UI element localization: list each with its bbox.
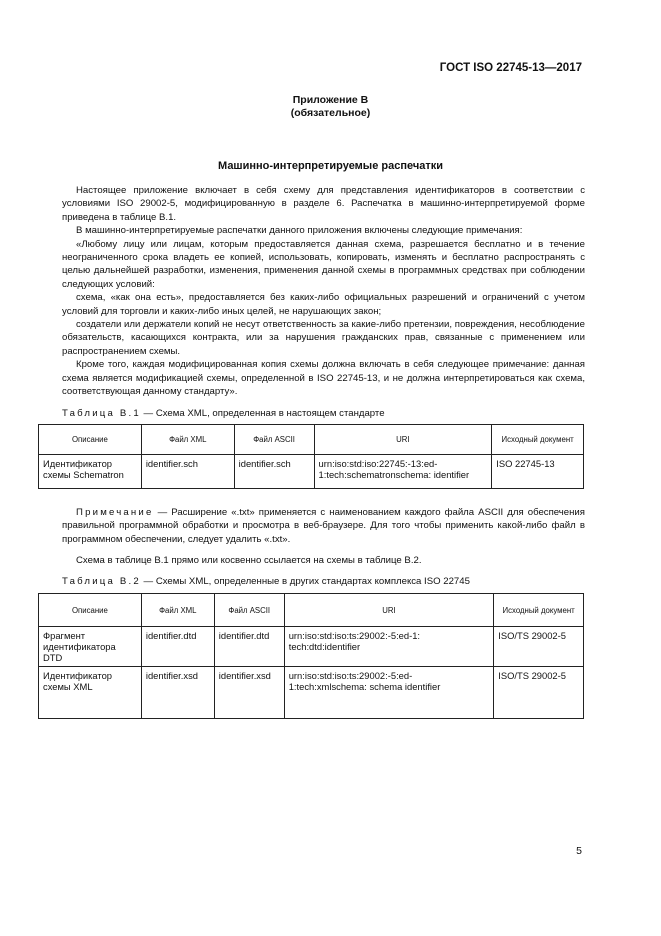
standard-code: ГОСТ ISO 22745-13—2017 bbox=[439, 62, 582, 74]
table2-header: Файл XML bbox=[141, 594, 214, 627]
table2-header: Файл ASCII bbox=[214, 594, 284, 627]
table1-header: Файл ASCII bbox=[234, 425, 314, 455]
page-number: 5 bbox=[576, 845, 582, 857]
table-cell: ISO/TS 29002-5 bbox=[494, 667, 584, 719]
table1-header: Файл XML bbox=[141, 425, 234, 455]
table-cell: identifier.dtd bbox=[141, 627, 214, 667]
paragraph: «Любому лицу или лицам, которым предоставляется данная схема, разрешается бесплатно и в течение неограниченного срока владеть ее копией, использовать, копировать, изменять и бесплатно распространять с целью дальнейшей разработки, изменения, применения данной схемы в программных средствах при соблюдении следующих условий: bbox=[62, 238, 585, 290]
table2-caption bbox=[62, 576, 585, 588]
paragraph: схема, «как она есть», предоставляется без каких-либо официальных разрешений и ограничений с учетом условий для торговли и каких-либо иных целей, не нарушающих закон; bbox=[62, 292, 585, 317]
table-cell: Фрагмент идентификатора DTD bbox=[39, 627, 142, 667]
annex-heading bbox=[0, 94, 661, 120]
table1-header-row bbox=[39, 425, 584, 455]
table2-header: Описание bbox=[39, 594, 142, 627]
note-text: — Расширение «.txt» применяется с наименованием каждого файла ASCII для обеспечения правильной программной обработки и просмотра в веб-браузере. Для того чтобы применить какой-либо файл в программном обеспечении, следует удалить «.txt». bbox=[62, 507, 585, 545]
annex-title: Машинно-интерпретируемые распечатки bbox=[218, 160, 443, 172]
annex-status: (обязательное) bbox=[290, 107, 371, 119]
table1-caption-text: — Схема XML, определенная в настоящем стандарте bbox=[140, 408, 385, 419]
table-cell: ISO 22745-13 bbox=[492, 455, 584, 489]
table-cell: identifier.xsd bbox=[214, 667, 284, 719]
table1-caption-label: Таблица В.1 bbox=[62, 408, 141, 419]
table2-header: URI bbox=[284, 594, 494, 627]
table-row bbox=[39, 455, 584, 489]
table-cell: ISO/TS 29002-5 bbox=[494, 627, 584, 667]
paragraph: Настоящее приложение включает в себя схему для представления идентификаторов в соответствии с условиями ISO 29002-5, модифицированную в разделе 6. Распечатка в машинно-интерпретируемой форме приведена в таблице В.1. bbox=[62, 185, 585, 223]
paragraph: создатели или держатели копий не несут ответственность за какие-либо претензии, повреждения, несоблюдение обязательств, касающихся контракта, или за нарушения гражданских прав, связанные с применением или распространением схемы. bbox=[62, 319, 585, 357]
table-row bbox=[39, 667, 584, 719]
table-cell: urn:iso:std:iso:ts:29002:-5:ed-1:tech:xmlschema: schema identifier bbox=[284, 667, 494, 719]
table2-caption-text: — Схемы XML, определенные в других стандартах комплекса ISO 22745 bbox=[140, 576, 470, 587]
paragraph: Кроме того, каждая модифицированная копия схемы должна включать в себя следующее примечание: данная схема является модификацией схемы, определенной в ISO 22745-13, и не должна интерпретироваться как схема, соответствующая данному стандарту». bbox=[62, 359, 585, 398]
table1-header: Исходный документ bbox=[492, 425, 584, 455]
note-paragraph bbox=[62, 506, 585, 546]
table-cell: identifier.sch bbox=[234, 455, 314, 489]
table-row bbox=[39, 627, 584, 667]
table-cell: urn:iso:std:iso:ts:29002:-5:ed-1: tech:dtd:identifier bbox=[284, 627, 494, 667]
table2-header-row bbox=[39, 594, 584, 627]
table-cell: Идентификатор схемы XML bbox=[39, 667, 142, 719]
table-cell: urn:iso:std:iso:22745:-13:ed-1:tech:schematronschema: identifier bbox=[314, 455, 492, 489]
paragraph: В машинно-интерпретируемые распечатки данного приложения включены следующие примечания: bbox=[76, 225, 523, 237]
body-text bbox=[62, 184, 585, 399]
table-cell: identifier.dtd bbox=[214, 627, 284, 667]
table2 bbox=[38, 593, 584, 719]
table1-caption bbox=[62, 408, 585, 420]
table-cell: Идентификатор схемы Schematron bbox=[39, 455, 142, 489]
table2-caption-label: Таблица В.2 bbox=[62, 576, 141, 587]
table1-header: Описание bbox=[39, 425, 142, 455]
table1 bbox=[38, 424, 584, 489]
table-reference: Схема в таблице В.1 прямо или косвенно ссылается на схемы в таблице В.2. bbox=[76, 555, 422, 567]
annex-label: Приложение В bbox=[292, 94, 369, 106]
table2-header: Исходный документ bbox=[494, 594, 584, 627]
table-cell: identifier.xsd bbox=[141, 667, 214, 719]
note-block bbox=[62, 506, 585, 568]
note-label: Примечание bbox=[76, 507, 154, 518]
table-cell: identifier.sch bbox=[141, 455, 234, 489]
table1-header: URI bbox=[314, 425, 492, 455]
